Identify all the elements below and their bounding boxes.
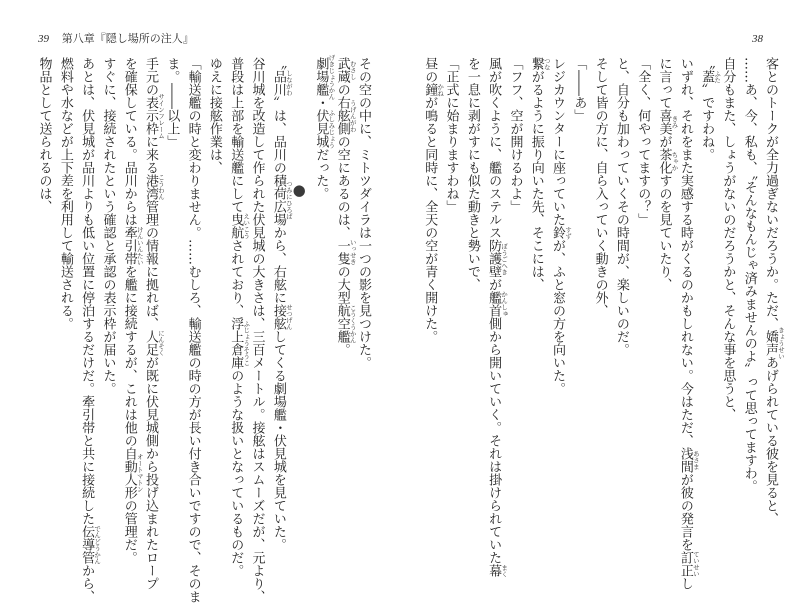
- ruby-reading: あさま: [691, 450, 700, 470]
- ruby-word: [143, 330, 166, 356]
- text-run: が: [656, 135, 672, 148]
- ruby-base: 幕: [486, 564, 502, 577]
- ruby-reading: つな: [542, 57, 551, 70]
- text-column: [55, 57, 76, 605]
- text-run: が、ふと窓の方を向いた。: [550, 239, 566, 395]
- right-running-header: [752, 32, 773, 46]
- ruby-base: 防護壁: [486, 239, 502, 278]
- text-column: [182, 57, 203, 605]
- text-run: を一息に剥がすにも似た動きと勢いで、: [464, 57, 480, 291]
- right-page-body: [419, 57, 785, 605]
- text-column: [483, 57, 509, 605]
- text-run: されており、: [228, 239, 244, 317]
- text-column: [204, 57, 225, 605]
- text-run: ・: [313, 96, 329, 109]
- text-run: に言って: [656, 57, 672, 109]
- ruby-reading: せつげん: [284, 304, 293, 330]
- ruby-base: 訂正: [677, 551, 693, 577]
- text-run: を艦に接続するが、これは他の: [121, 265, 137, 447]
- text-run: ま。――以上」: [164, 57, 180, 148]
- ruby-reading: こうくうかん: [348, 304, 357, 343]
- text-run: に来る: [143, 135, 159, 174]
- ruby-reading: げきじょうかん: [327, 53, 336, 100]
- ruby-word: [270, 174, 293, 226]
- text-run: の: [334, 83, 350, 96]
- ruby-base: 人足: [143, 330, 159, 356]
- text-run: いずれ、それをまた実感する時がくるのかもしれない。今はただ、: [677, 57, 693, 447]
- ruby-reading: ちゃか: [670, 151, 679, 171]
- text-run: 「フフ、空が開けるわよ」: [507, 57, 523, 213]
- text-column: [504, 57, 525, 605]
- text-column: [632, 57, 653, 605]
- text-run: から、右舷に: [270, 226, 286, 304]
- text-column: [419, 57, 445, 605]
- ruby-base: 茶化: [656, 148, 672, 174]
- ruby-word: [79, 525, 102, 564]
- ruby-base: 伝導管: [79, 525, 95, 564]
- ruby-base: 接舷: [270, 304, 286, 330]
- ruby-word: [486, 291, 509, 317]
- ruby-word: [486, 239, 509, 278]
- ruby-reading: ふしみじょう: [327, 109, 336, 148]
- ruby-reading: ぼうごへき: [500, 242, 509, 275]
- text-run: そして皆の方に、自ら入っていく動きの外、: [592, 57, 608, 317]
- text-column: [589, 57, 610, 605]
- text-run: と、自分も加わっていくその時間が、楽しいのだ。: [613, 57, 629, 356]
- page-number-right: 38: [752, 33, 763, 45]
- ruby-reading: いっせき: [348, 239, 357, 265]
- text-run: 谷川城を改造して作られた伏見城の大きさは、三百メートル。接舷はスムーズだが、元より、: [249, 57, 265, 603]
- text-column: [33, 57, 54, 605]
- ruby-word: [313, 109, 336, 148]
- left-page-body: [33, 53, 374, 605]
- ruby-reading: つみにひろば: [284, 180, 293, 220]
- ruby-base: 一隻: [334, 239, 350, 265]
- ruby-reading: こうわん: [157, 174, 166, 200]
- ruby-reading: むさし: [348, 60, 357, 80]
- ruby-word: [270, 304, 293, 330]
- ruby-base: 自動人形: [121, 447, 137, 499]
- ruby-word: [334, 304, 357, 343]
- text-run: が彼の発言を: [677, 473, 693, 551]
- ruby-reading: かんしゅ: [500, 291, 509, 317]
- ruby-base: 積荷広場: [270, 174, 286, 226]
- text-column: [653, 57, 679, 605]
- text-run: を確保している。品川からは: [121, 57, 137, 226]
- text-run: 〝: [270, 57, 286, 70]
- text-run: ゆえに接舷作業は、: [206, 57, 222, 174]
- ruby-word: [228, 317, 251, 369]
- ruby-word: [656, 109, 679, 135]
- chapter-title: 第八章『隠し場所の注人』: [61, 33, 194, 45]
- ruby-base: 武蔵: [334, 57, 350, 83]
- text-run: 風が吹くように、艦のステルス: [486, 57, 502, 239]
- section-break-mark: ●: [290, 181, 309, 199]
- text-run: してくる劇場艦・伏見城を見ていた。: [270, 330, 286, 551]
- text-run: 客とのトークが全力過ぎないだろうか。ただ、: [763, 57, 778, 330]
- text-run: がるように振り向いた先、そこには、: [528, 70, 544, 291]
- text-column: [225, 57, 251, 605]
- text-run: すぐに、接続されたという確認と承認の表示枠が届いた。: [100, 57, 116, 395]
- ruby-word: [143, 92, 166, 139]
- ruby-reading: にんそく: [157, 330, 166, 356]
- ruby-base: 嬌声: [763, 330, 778, 356]
- text-column: [717, 57, 738, 605]
- ruby-base: 繋: [528, 57, 544, 70]
- text-run: のような扱いとなっているものだ。: [228, 369, 244, 577]
- ruby-base: 港湾: [143, 174, 159, 200]
- ruby-word: [528, 57, 551, 70]
- ruby-base: 喜美: [656, 109, 672, 135]
- ruby-reading: きみ: [670, 115, 679, 129]
- ruby-reading: でんどうかん: [93, 525, 102, 564]
- ruby-base: 蓋: [699, 70, 715, 83]
- ruby-word: [422, 83, 445, 96]
- ruby-reading: すず: [564, 226, 573, 239]
- ruby-base: 牽引帯: [121, 226, 137, 265]
- text-run: が鳴ると同時に、全天の空が青く開けた。: [422, 96, 438, 343]
- text-column: [611, 57, 632, 605]
- ruby-word: [699, 70, 722, 83]
- text-run: 「正式に始まりますわね」: [443, 57, 459, 213]
- ruby-base: 伏見城: [313, 109, 329, 148]
- text-run: が: [486, 278, 502, 291]
- text-run: し: [677, 577, 693, 590]
- text-run: 「全く、何やってますの？」: [635, 57, 651, 226]
- ruby-reading: ふた: [713, 70, 722, 83]
- ruby-reading: えいこう: [242, 213, 251, 239]
- ruby-reading: けんいんたい: [135, 226, 144, 265]
- text-column: [547, 57, 573, 605]
- ruby-word: [677, 447, 700, 473]
- text-run: の空にあるのは、: [334, 135, 350, 239]
- text-run: すのを見ていたり、: [656, 174, 672, 291]
- ruby-base: 艦首: [486, 291, 502, 317]
- text-run: ……あ、今、私も、〝そんなもんじゃ済みませんのよ〟って思ってますわ。: [741, 57, 757, 493]
- ruby-word: [486, 564, 509, 577]
- ruby-word: [334, 57, 357, 83]
- text-column: [140, 57, 166, 605]
- text-run: 手元の: [143, 57, 159, 96]
- ruby-base: 品川: [270, 70, 286, 96]
- ruby-base: 劇場艦: [313, 57, 329, 96]
- text-column: [738, 57, 759, 605]
- text-run: 。: [334, 343, 350, 356]
- text-run: 管理の情報に拠れば、: [143, 200, 159, 330]
- ruby-base: 浮上倉庫: [228, 317, 244, 369]
- ruby-reading: きょうせい: [777, 326, 785, 360]
- ruby-word: [550, 226, 573, 239]
- text-column: [760, 57, 785, 605]
- ruby-reading: ていせい: [691, 551, 700, 577]
- ruby-reading: ふじょうそうこ: [242, 320, 251, 366]
- text-column: [568, 57, 589, 605]
- text-run: 昼の: [422, 57, 438, 83]
- left-running-header: [38, 32, 194, 46]
- section-break: [289, 57, 310, 605]
- text-run: 〟ですわね。: [699, 83, 715, 161]
- text-column: [675, 57, 700, 605]
- ruby-word: [143, 174, 166, 200]
- text-run: の大型: [334, 265, 350, 304]
- ruby-base: 鐘: [422, 83, 438, 96]
- ruby-word: [121, 447, 144, 499]
- ruby-base: 右舷側: [334, 96, 350, 135]
- ruby-reading: オートマトン: [135, 453, 144, 493]
- text-run: あげられている彼を見ると、: [763, 356, 778, 525]
- text-run: が既に伏見城側から投げ込まれたロープ: [143, 356, 159, 590]
- text-column: [118, 57, 144, 605]
- text-run: 側から開いていく。それは掛けられていた: [486, 317, 502, 564]
- text-run: 物品として送られるのは、: [36, 57, 52, 213]
- text-column: [525, 57, 551, 605]
- ruby-base: 鈴: [550, 226, 566, 239]
- text-column: [440, 57, 461, 605]
- text-run: 「輸送艦の時と変わりません。……むしろ、輸送艦の時の方が長い付き合いですので、そのま: [185, 57, 201, 603]
- ruby-reading: まく: [500, 564, 509, 577]
- text-run: 自分もまた、しょうがないのだろうかと、そんな事を思うと、: [720, 57, 736, 421]
- page-number-left: 39: [38, 33, 49, 45]
- text-column: [310, 53, 336, 605]
- ruby-reading: かね: [436, 83, 445, 96]
- text-column: [462, 57, 483, 605]
- ruby-reading: しながわ: [284, 70, 293, 96]
- ruby-word: [334, 239, 357, 265]
- text-run: あとは、伏見城が品川よりも低い位置に停泊するだけだ。牽引帯と共に接続した: [79, 57, 95, 525]
- ruby-base: 航空艦: [334, 304, 350, 343]
- text-run: 「――あ」: [571, 57, 587, 122]
- ruby-base: 表示枠: [143, 96, 159, 135]
- ruby-word: [763, 326, 785, 360]
- ruby-base: 浅間: [677, 447, 693, 473]
- text-run: 〟は、品川の: [270, 96, 286, 174]
- ruby-word: [121, 226, 144, 265]
- text-column: [696, 57, 722, 605]
- ruby-word: [228, 213, 251, 239]
- text-run: その空の中に、ミトツダイラは一つの影を見つけた。: [356, 57, 371, 369]
- text-run: 普段は上部を輸送艦にして: [228, 57, 244, 213]
- ruby-reading: サインフレーム: [157, 92, 166, 139]
- text-run: 〝: [699, 57, 715, 70]
- text-run: の管理だ。: [121, 499, 137, 564]
- text-column: [268, 57, 293, 605]
- ruby-word: [677, 551, 700, 577]
- ruby-word: [270, 70, 293, 96]
- ruby-base: 曳航: [228, 213, 244, 239]
- ruby-word: [656, 148, 679, 174]
- text-column: [97, 57, 118, 605]
- ruby-word: [334, 96, 357, 135]
- text-run: 燃料や水などが上下差を利用して輸送される。: [57, 57, 73, 330]
- ruby-word: [313, 53, 336, 100]
- text-column: [76, 57, 102, 605]
- text-run: レジカウンターに座っていた: [550, 57, 566, 226]
- text-run: だった。: [313, 148, 329, 200]
- text-run: から、: [79, 564, 95, 603]
- ruby-reading: うげんがわ: [348, 99, 357, 132]
